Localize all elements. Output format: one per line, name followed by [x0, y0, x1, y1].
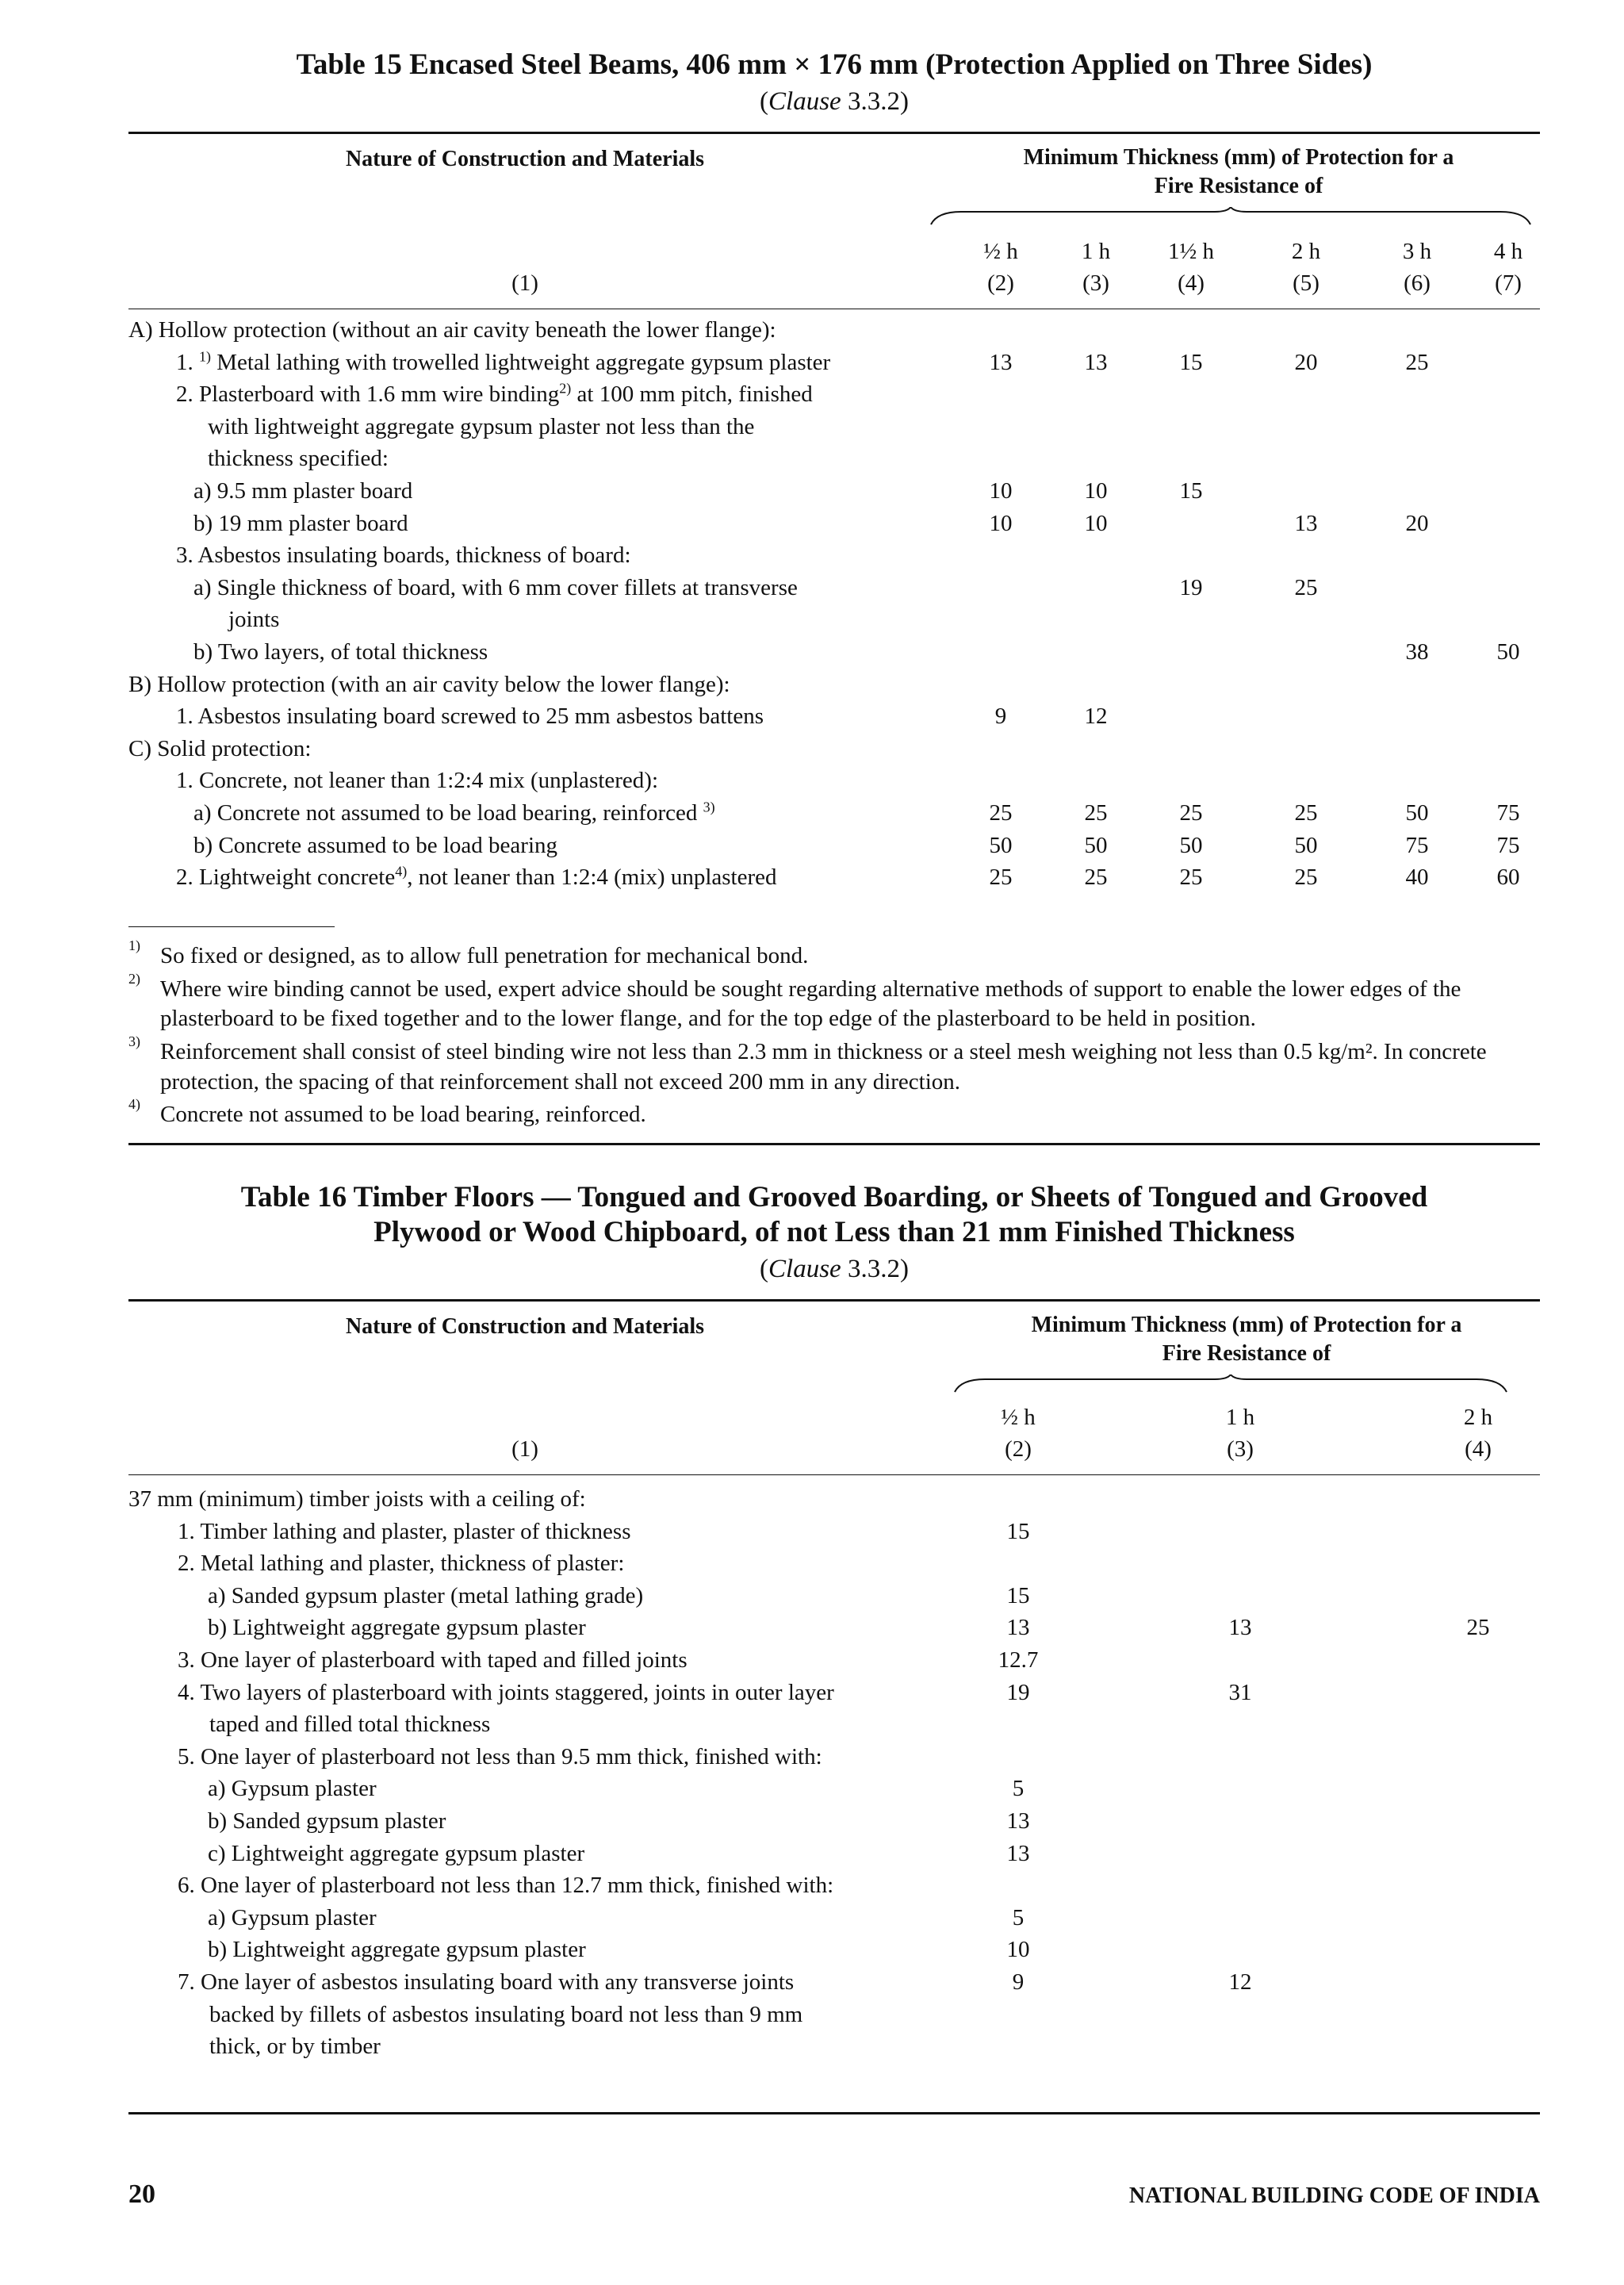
- cell-value: 13: [1294, 510, 1318, 536]
- cell-value: 50: [1496, 638, 1520, 665]
- row-label: [176, 348, 921, 378]
- row-label-text: a) Gypsum plaster: [208, 1776, 377, 1802]
- table-row: [128, 702, 1540, 734]
- row-label-text: thickness specified:: [208, 446, 389, 472]
- row-label-text: b) Concrete assumed to be load bearing: [193, 832, 558, 858]
- row-label: [178, 1549, 929, 1579]
- table-row: [128, 316, 1540, 348]
- cell-value: 50: [1179, 832, 1203, 858]
- column-header-min-thickness: [953, 1311, 1540, 1368]
- cell-value: 60: [1496, 865, 1520, 891]
- cell-value: 10: [1006, 1937, 1030, 1963]
- row-label-text: 3. One layer of plasterboard with taped and filled joints: [178, 1647, 688, 1673]
- hour-header-1: ½ h: [983, 239, 1018, 264]
- clause-number: 3.3.2: [847, 1255, 900, 1283]
- column-header-nature: Nature of Construction and Materials: [345, 147, 705, 171]
- cell-value: 19: [1179, 574, 1203, 600]
- hour-header-3: 2 h: [1463, 1405, 1493, 1430]
- cell-value: 25: [1466, 1615, 1490, 1641]
- table-row: [128, 412, 1540, 445]
- cell-value: 25: [1084, 799, 1108, 826]
- table-row: [128, 444, 1540, 477]
- row-label-text: 1. Timber lathing and plaster, plaster of thickness: [178, 1518, 631, 1544]
- row-label: [208, 1904, 929, 1934]
- cell-value: 15: [1179, 477, 1203, 504]
- column-number-6: (6): [1404, 270, 1431, 296]
- cell-value: 50: [989, 832, 1013, 858]
- row-label: [178, 1646, 929, 1676]
- table-row: [128, 1710, 1540, 1743]
- cell-value: 25: [1294, 574, 1318, 600]
- row-label: [193, 799, 921, 829]
- row-label: [208, 1581, 929, 1612]
- table-15: [128, 48, 1540, 895]
- row-label-text: 2. Lightweight concrete: [176, 865, 396, 891]
- table-row: [128, 863, 1540, 895]
- footnote-mark: 3): [128, 1033, 140, 1050]
- row-label: [178, 1968, 929, 1998]
- row-label: [209, 2000, 929, 2030]
- clause-number: 3.3.2: [847, 87, 900, 116]
- footnote-ref: 3): [703, 799, 715, 815]
- table-row: [128, 605, 1540, 638]
- cell-value: 13: [1006, 1840, 1030, 1866]
- footnote: [128, 1096, 1540, 1130]
- cell-value: 31: [1228, 1679, 1252, 1705]
- hour-header-2: 1 h: [1081, 239, 1111, 264]
- footnote-ref: 4): [395, 863, 408, 880]
- row-label: [208, 412, 921, 443]
- row-label-text: C) Solid protection:: [128, 735, 312, 761]
- cell-value: 15: [1006, 1582, 1030, 1608]
- row-label: [176, 863, 921, 893]
- row-label-text: 2. Metal lathing and plaster, thickness of plaster:: [178, 1551, 625, 1577]
- cell-value: 15: [1006, 1518, 1030, 1544]
- page-number: 20: [128, 2180, 155, 2209]
- hour-header-1: ½ h: [1001, 1405, 1036, 1430]
- cell-value: 50: [1405, 799, 1429, 826]
- cell-value: 5: [1012, 1904, 1025, 1930]
- cell-value: 25: [1294, 865, 1318, 891]
- row-label: [193, 831, 921, 861]
- row-label: [193, 573, 921, 604]
- cell-value: 50: [1294, 832, 1318, 858]
- row-label: [128, 734, 921, 765]
- code-name: NATIONAL BUILDING CODE OF INDIA: [1128, 2183, 1540, 2208]
- column-number-7: (7): [1495, 270, 1522, 296]
- table-row: [128, 1678, 1540, 1711]
- table-row: [128, 573, 1540, 606]
- header-brace: [929, 207, 1532, 228]
- footnote: [128, 937, 1540, 972]
- table-row: [128, 1871, 1540, 1904]
- header-brace: [953, 1374, 1508, 1395]
- footnote-mark: 2): [128, 970, 140, 987]
- row-label: [209, 2032, 929, 2062]
- table-16-clause: (Clause 3.3.2): [760, 1255, 909, 1283]
- table-row: [128, 638, 1540, 670]
- cell-value: 75: [1496, 799, 1520, 826]
- row-label: [209, 1710, 929, 1740]
- table-row: [128, 477, 1540, 509]
- row-label-text: a) Sanded gypsum plaster (metal lathing grade): [208, 1582, 644, 1608]
- row-label-text: a) 9.5 mm plaster board: [193, 477, 413, 504]
- row-label-text: 1.: [176, 349, 199, 375]
- table-row: [128, 1485, 1540, 1517]
- row-label-text: a) Gypsum plaster: [208, 1904, 377, 1930]
- table-row: [128, 1549, 1540, 1581]
- row-label: [178, 1517, 929, 1547]
- row-label-text-cont: Metal lathing with trowelled lightweight aggregate gypsum plaster: [211, 349, 831, 375]
- cell-value: 20: [1405, 510, 1429, 536]
- footnote-text: Concrete not assumed to be load bearing, reinforced.: [160, 1102, 646, 1128]
- table-16-bottom-rule: [128, 2112, 1540, 2114]
- table-row: [128, 1968, 1540, 2000]
- row-label-text: b) Lightweight aggregate gypsum plaster: [208, 1937, 586, 1963]
- column-number-5: (5): [1293, 270, 1320, 296]
- table-row: [128, 670, 1540, 703]
- cell-value: 13: [1228, 1615, 1252, 1641]
- column-number-4: (4): [1465, 1436, 1492, 1462]
- cell-value: 13: [1006, 1615, 1030, 1641]
- cell-value: 38: [1405, 638, 1429, 665]
- min-thickness-line-2: Fire Resistance of: [1154, 174, 1323, 198]
- footnote-text: Where wire binding cannot be used, expert advice should be sought regarding alternative methods of support to enable the lower edges of the plasterboard to be fixed together and to the lower flange, and for the top edge of the plasterboard to be held in position.: [160, 976, 1461, 1032]
- footnote-mark: 1): [128, 937, 140, 953]
- row-label-text-cont: , not leaner than 1:2:4 (mix) unplastered: [407, 865, 777, 891]
- column-number-3: (3): [1227, 1436, 1254, 1462]
- table-row: [128, 1935, 1540, 1968]
- row-label: [228, 605, 921, 635]
- row-label: [208, 1807, 929, 1837]
- row-label-text: backed by fillets of asbestos insulating board not less than 9 mm: [209, 2001, 803, 2027]
- cell-value: 15: [1179, 349, 1203, 375]
- table-row: [128, 1646, 1540, 1678]
- footnote: [128, 970, 1540, 1034]
- hour-header-5: 3 h: [1402, 239, 1432, 264]
- cell-value: 9: [1012, 1969, 1025, 1995]
- column-number-2: (2): [1005, 1436, 1032, 1462]
- min-thickness-line-1: Minimum Thickness (mm) of Protection for a: [1023, 145, 1454, 170]
- cell-value: 13: [1006, 1808, 1030, 1834]
- row-label: [193, 638, 921, 668]
- row-label-text: 1. Concrete, not leaner than 1:2:4 mix (unplastered):: [176, 768, 659, 794]
- row-label-text: 3. Asbestos insulating boards, thickness of board:: [176, 542, 631, 569]
- footnote-text: So fixed or designed, as to allow full penetration for mechanical bond.: [160, 943, 809, 968]
- table-row: [128, 734, 1540, 767]
- table-16: [128, 1180, 1540, 2065]
- table-row: [128, 1839, 1540, 1872]
- row-label-text: 4. Two layers of plasterboard with joints staggered, joints in outer layer: [178, 1679, 834, 1705]
- cell-value: 10: [1084, 477, 1108, 504]
- row-label-text: 2. Plasterboard with 1.6 mm wire binding: [176, 381, 560, 408]
- row-label: [208, 444, 921, 474]
- row-label-text: 7. One layer of asbestos insulating board with any transverse joints: [178, 1969, 795, 1995]
- row-label: [176, 380, 921, 410]
- table-row: [128, 766, 1540, 799]
- cell-value: 50: [1084, 832, 1108, 858]
- row-label-text: joints: [228, 607, 280, 633]
- cell-value: 10: [989, 510, 1013, 536]
- hour-header-4: 2 h: [1291, 239, 1321, 264]
- row-label: [176, 541, 921, 571]
- row-label: [193, 477, 921, 507]
- row-label: [176, 702, 921, 732]
- row-label-text: c) Lightweight aggregate gypsum plaster: [208, 1840, 585, 1866]
- row-label: [208, 1774, 929, 1804]
- clause-word: Clause: [768, 87, 841, 116]
- cell-value: 10: [1084, 510, 1108, 536]
- cell-value: 75: [1405, 832, 1429, 858]
- cell-value: 25: [1405, 349, 1429, 375]
- cell-value: 20: [1294, 349, 1318, 375]
- cell-value: 13: [1084, 349, 1108, 375]
- cell-value: 10: [989, 477, 1013, 504]
- table-row: [128, 1613, 1540, 1646]
- cell-value: 25: [989, 799, 1013, 826]
- row-label-text: with lightweight aggregate gypsum plaster not less than the: [208, 413, 755, 439]
- cell-value: 19: [1006, 1679, 1030, 1705]
- cell-value: 25: [989, 865, 1013, 891]
- table-row: [128, 541, 1540, 573]
- column-number-1: (1): [511, 1436, 538, 1462]
- table-row: [128, 1807, 1540, 1839]
- row-label-text: taped and filled total thickness: [209, 1712, 491, 1738]
- hour-header-6: 4 h: [1493, 239, 1523, 264]
- footnote-mark: 4): [128, 1096, 140, 1113]
- column-number-3: (3): [1082, 270, 1109, 296]
- cell-value: 12: [1084, 704, 1108, 730]
- row-label-text: 5. One layer of plasterboard not less than 9.5 mm thick, finished with:: [178, 1743, 822, 1769]
- cell-value: 12.7: [998, 1647, 1039, 1673]
- cell-value: 25: [1179, 865, 1203, 891]
- table-16-body: [128, 1475, 1540, 2065]
- cell-value: 5: [1012, 1776, 1025, 1802]
- table-row: [128, 831, 1540, 864]
- table-row: [128, 1517, 1540, 1550]
- hour-header-2: 1 h: [1225, 1405, 1255, 1430]
- row-label-text: a) Single thickness of board, with 6 mm cover fillets at transverse: [193, 574, 798, 600]
- table-row: [128, 348, 1540, 381]
- table-15-header: [128, 134, 1540, 309]
- table-row: [128, 2000, 1540, 2033]
- footnote-rule: [128, 926, 335, 927]
- table-row: [128, 2032, 1540, 2065]
- cell-value: 25: [1179, 799, 1203, 826]
- row-label-text: b) Sanded gypsum plaster: [208, 1808, 446, 1834]
- footnote-text: Reinforcement shall consist of steel binding wire not less than 2.3 mm in thickness or a steel mesh weighing not less than 0.5 kg/m². In concrete protection, the spacing of that reinforcement shall not exceed 200 mm in any direction.: [160, 1039, 1487, 1095]
- table-15-footnotes: [128, 926, 1540, 1133]
- footnote-ref: 1): [199, 347, 211, 364]
- row-label-text: B) Hollow protection (with an air cavity below the lower flange):: [128, 671, 730, 697]
- table-16-title-line-2: Plywood or Wood Chipboard, of not Less than 21 mm Finished Thickness: [373, 1216, 1295, 1248]
- min-thickness-line-1: Minimum Thickness (mm) of Protection for a: [1031, 1313, 1462, 1337]
- table-15-bottom-rule: [128, 1143, 1540, 1145]
- row-label-text: 37 mm (minimum) timber joists with a ceiling of:: [128, 1486, 586, 1512]
- table-15-title: Table 15 Encased Steel Beams, 406 mm × 176 mm (Protection Applied on Three Sides): [296, 48, 1373, 81]
- column-number-1: (1): [511, 270, 538, 296]
- table-16-title-line-1: Table 16 Timber Floors — Tongued and Grooved Boarding, or Sheets of Tongued and Grooved: [240, 1181, 1428, 1213]
- table-row: [128, 1904, 1540, 1936]
- column-header-nature: Nature of Construction and Materials: [345, 1314, 705, 1339]
- cell-value: 25: [1084, 865, 1108, 891]
- row-label-text: 6. One layer of plasterboard not less than 12.7 mm thick, finished with:: [178, 1873, 834, 1899]
- table-16-header: [128, 1302, 1540, 1474]
- cell-value: 40: [1405, 865, 1429, 891]
- table-row: [128, 380, 1540, 412]
- table-row: [128, 1581, 1540, 1614]
- table-15-body: [128, 309, 1540, 895]
- cell-value: 13: [989, 349, 1013, 375]
- row-label: [128, 1485, 929, 1515]
- cell-value: 9: [994, 704, 1007, 730]
- row-label: [178, 1871, 929, 1901]
- row-label: [208, 1839, 929, 1869]
- row-label: [128, 316, 921, 346]
- cell-value: 12: [1228, 1969, 1252, 1995]
- row-label: [176, 766, 921, 796]
- column-number-4: (4): [1178, 270, 1205, 296]
- min-thickness-line-2: Fire Resistance of: [1162, 1341, 1331, 1366]
- footnote: [128, 1033, 1540, 1097]
- table-row: [128, 1743, 1540, 1775]
- row-label-text: a) Concrete not assumed to be load bearing, reinforced: [193, 799, 703, 826]
- row-label: [178, 1678, 929, 1708]
- row-label-text-cont: at 100 mm pitch, finished: [571, 381, 813, 408]
- row-label-text: thick, or by timber: [209, 2034, 381, 2060]
- cell-value: 75: [1496, 832, 1520, 858]
- row-label: [208, 1935, 929, 1965]
- table-row: [128, 799, 1540, 831]
- row-label-text: b) Lightweight aggregate gypsum plaster: [208, 1615, 586, 1641]
- clause-word: Clause: [768, 1255, 841, 1283]
- row-label-text: b) 19 mm plaster board: [193, 510, 408, 536]
- row-label: [193, 509, 921, 539]
- column-header-min-thickness: [937, 144, 1540, 201]
- hour-header-3: 1½ h: [1168, 239, 1214, 264]
- row-label-text: A) Hollow protection (without an air cavity beneath the lower flange):: [128, 317, 776, 343]
- cell-value: 25: [1294, 799, 1318, 826]
- table-row: [128, 509, 1540, 542]
- table-row: [128, 1774, 1540, 1807]
- footnote-ref: 2): [559, 380, 572, 397]
- row-label: [178, 1743, 929, 1773]
- row-label-text: 1. Asbestos insulating board screwed to 25 mm asbestos battens: [176, 704, 764, 730]
- row-label: [128, 670, 921, 700]
- column-number-2: (2): [987, 270, 1014, 296]
- row-label-text: b) Two layers, of total thickness: [193, 638, 488, 665]
- row-label: [208, 1613, 929, 1643]
- table-15-clause: (Clause 3.3.2): [760, 87, 909, 116]
